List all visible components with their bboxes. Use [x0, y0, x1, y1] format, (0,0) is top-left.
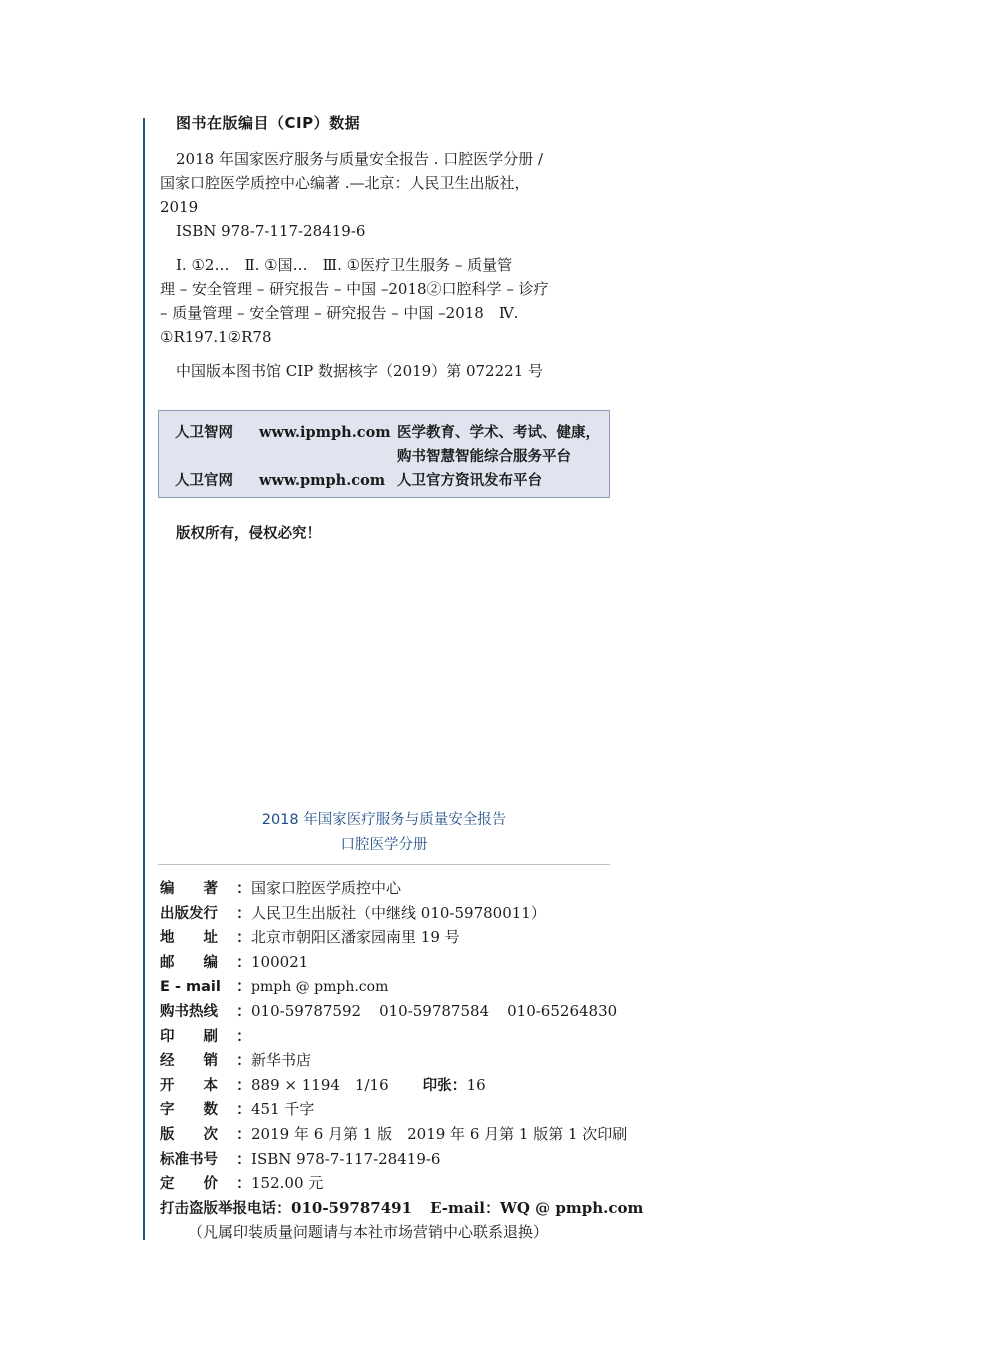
colophon-label: 定 价	[160, 1176, 218, 1193]
colophon-row-email: E - mail ：pmph @ pmph.com	[160, 974, 620, 999]
cip-title-line-2: 国家口腔医学质控中心编著 .—北京：人民卫生出版社，	[160, 174, 530, 192]
hotline-3: 010-65264830	[507, 1001, 618, 1020]
colophon-label: 版 次	[160, 1126, 218, 1143]
platform-url[interactable]: www.ipmph.com	[259, 424, 391, 441]
colophon-value: 新华书店	[251, 1051, 312, 1070]
cip-verification: 中国版本图书馆 CIP 数据核字（2019）第 072221 号	[176, 362, 544, 380]
platform-row-ipmph	[175, 421, 600, 442]
colophon-row-address: 地 址 ：北京市朝阳区潘家园南里 19 号	[160, 925, 620, 950]
platform-desc: 医学教育、学术、考试、健康，	[397, 425, 600, 441]
cip-subject-line-1: Ⅰ. ①2… Ⅱ. ①国… Ⅲ. ①医疗卫生服务 – 质量管	[176, 256, 513, 274]
return-note: （凡属印装质量问题请与本社市场营销中心联系退换）	[188, 1223, 549, 1242]
colophon-label: 出版发行	[160, 905, 218, 922]
colophon-row-author: 编 著 ：国家口腔医学质控中心	[160, 876, 620, 901]
margin-rule	[143, 118, 145, 1240]
cip-subject-line-4: ①R197.1②R78	[160, 328, 272, 346]
divider	[158, 864, 610, 865]
colophon-row-printer: 印 刷 ：	[160, 1024, 620, 1049]
platform-desc: 购书智慧智能综合服务平台	[397, 449, 571, 465]
cip-subjects	[160, 253, 620, 349]
colophon-value: 152.00 元	[251, 1174, 324, 1193]
colophon-label: 印张	[422, 1077, 452, 1094]
cip-verification-block	[160, 359, 620, 383]
platform-url[interactable]: www.pmph.com	[259, 472, 386, 489]
colophon-label: 字 数	[160, 1102, 218, 1119]
copyright-notice: 版权所有，侵权必究！	[176, 526, 321, 542]
colophon-label: E - mail	[160, 979, 221, 996]
colophon	[160, 876, 644, 1245]
piracy-phone: 010-59787491	[291, 1198, 413, 1217]
colophon-label: 购书热线	[160, 1003, 218, 1020]
colophon-label: 经 销	[160, 1053, 218, 1070]
colophon-value: 16	[466, 1075, 486, 1094]
colophon-row-publisher: 出版发行 ：人民卫生出版社（中继线 010-59780011）	[160, 901, 620, 926]
platform-desc: 人卫官方资讯发布平台	[397, 473, 542, 489]
colophon-row-words: 字 数 ：451 千字	[160, 1097, 620, 1122]
hotline-2: 010-59787584	[379, 1001, 490, 1020]
platform-name: 人卫官网	[175, 473, 233, 489]
cip-title-line-1: 2018 年国家医疗服务与质量安全报告 . 口腔医学分册 /	[176, 150, 544, 168]
cip-data-section	[160, 112, 620, 393]
colophon-row-hotline: 购书热线 ：010-59787592 010-59787584 010-65264830	[160, 999, 620, 1024]
colophon-value: 2019 年 6 月第 1 版 2019 年 6 月第 1 版第 1 次印刷	[251, 1124, 628, 1143]
colophon-label: 邮 编	[160, 954, 218, 971]
colophon-row-format: 开 本 ：889 × 1194 1/16 印张：16	[160, 1073, 620, 1098]
platform-row-pmph	[175, 469, 542, 490]
colophon-value: ISBN 978-7-117-28419-6	[251, 1149, 441, 1168]
colophon-row-edition: 版 次 ：2019 年 6 月第 1 版 2019 年 6 月第 1 版第 1 次印刷	[160, 1122, 620, 1147]
book-title-block	[158, 808, 610, 858]
platform-name: 人卫智网	[175, 425, 233, 441]
platform-info-box	[158, 410, 610, 498]
colophon-row-distributor: 经 销 ：新华书店	[160, 1048, 620, 1073]
platform-row-ipmph-desc2	[397, 445, 571, 466]
colophon-label: 印 刷	[160, 1028, 218, 1045]
colophon-label: 地 址	[160, 930, 218, 947]
cip-subject-line-3: – 质量管理 – 安全管理 – 研究报告 – 中国 –2018 Ⅳ.	[160, 304, 519, 322]
colophon-value: 人民卫生出版社（中继线 010-59780011）	[251, 903, 546, 922]
book-subtitle: 口腔医学分册	[340, 837, 428, 853]
cip-isbn: ISBN 978-7-117-28419-6	[176, 222, 366, 240]
cip-title: 图书在版编目（CIP）数据	[176, 114, 361, 132]
colophon-row-isbn: 标准书号 ：ISBN 978-7-117-28419-6	[160, 1147, 620, 1172]
piracy-email[interactable]: WQ @ pmph.com	[500, 1198, 644, 1217]
piracy-email-label: E-mail	[430, 1198, 485, 1217]
cip-title-line	[160, 147, 620, 243]
book-title: 2018 年国家医疗服务与质量安全报告	[261, 812, 507, 828]
cip-title-line-3: 2019	[160, 198, 199, 216]
colophon-value: 国家口腔医学质控中心	[251, 879, 402, 897]
colophon-value: 451 千字	[251, 1100, 315, 1119]
colophon-label: 开 本	[160, 1077, 218, 1094]
colophon-row-price: 定 价 ：152.00 元	[160, 1171, 620, 1196]
colophon-value: 100021	[251, 952, 309, 971]
colophon-row-postcode: 邮 编 ：100021	[160, 950, 620, 975]
colophon-label: 标准书号	[160, 1151, 218, 1168]
cip-subject-line-2: 理 – 安全管理 – 研究报告 – 中国 –2018②口腔科学 – 诊疗	[160, 280, 549, 298]
colophon-value: 北京市朝阳区潘家园南里 19 号	[251, 928, 460, 947]
colophon-label: 编 著	[160, 881, 218, 897]
colophon-row-piracy: 打击盗版举报电话：010-59787491 E-mail：WQ @ pmph.com	[160, 1198, 644, 1217]
colophon-email[interactable]: pmph @ pmph.com	[251, 979, 389, 996]
colophon-value: 889 × 1194 1/16	[251, 1075, 389, 1094]
piracy-label: 打击盗版举报电话	[160, 1200, 276, 1217]
hotline-1: 010-59787592	[251, 1001, 362, 1020]
